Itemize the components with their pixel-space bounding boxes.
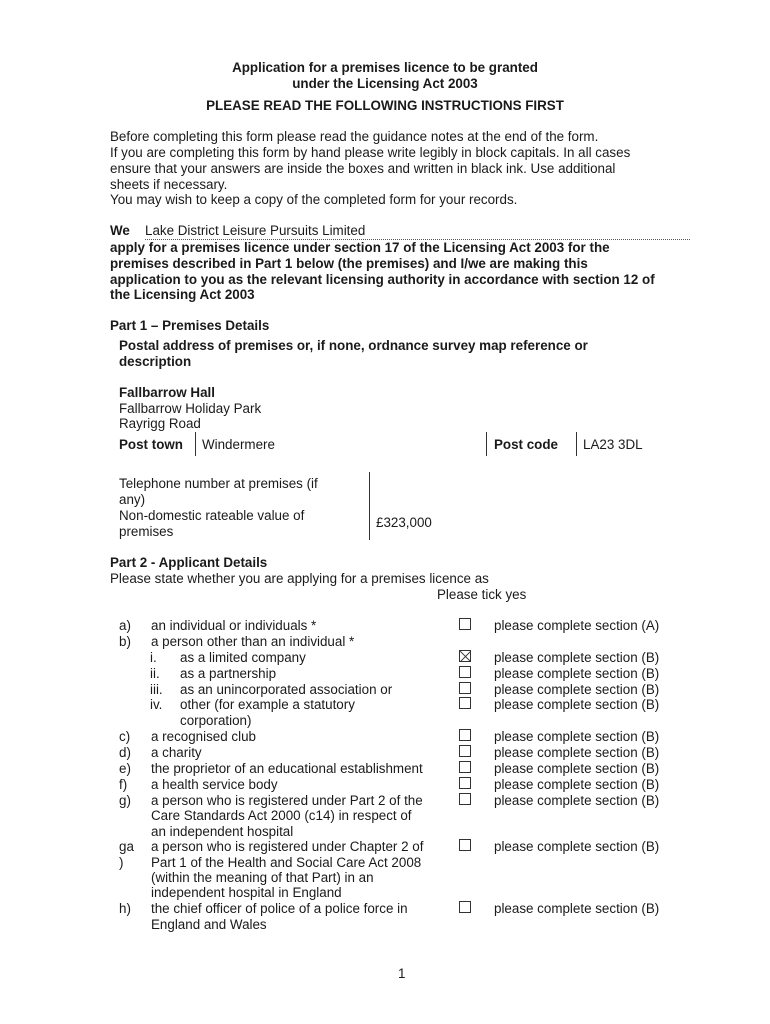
item-bii-label: ii. (150, 666, 160, 681)
rateable-value-field[interactable]: £323,000 (376, 515, 432, 530)
intro-line-3: ensure that your answers are inside the boxes and written in black ink. Use additional (110, 161, 616, 176)
item-bii-action: please complete section (B) (494, 666, 660, 681)
item-ga-text-3: (within the meaning of that Part) in an (151, 870, 374, 885)
item-biii-text: as an unincorporated association or (180, 682, 393, 697)
post-code-divider-left (486, 432, 487, 456)
post-code-label: Post code (494, 437, 558, 452)
item-bi-action: please complete section (B) (494, 650, 660, 665)
item-biv-text-1: other (for example a statutory (180, 697, 355, 712)
rateable-label-2: premises (119, 524, 174, 539)
item-g-text-1: a person who is registered under Part 2 of the (151, 793, 423, 808)
item-bi-text: as a limited company (180, 650, 306, 665)
item-biv-checkbox[interactable] (459, 697, 471, 709)
intro-line-4: sheets if necessary. (110, 177, 228, 192)
statement-line-2: premises described in Part 1 below (the premises) and I/we are making this (110, 256, 588, 271)
item-e-label: e) (119, 761, 131, 776)
item-ga-checkbox[interactable] (459, 839, 471, 851)
telephone-label-2: any) (119, 492, 146, 507)
item-c-action: please complete section (B) (494, 729, 660, 744)
item-h-label: h) (119, 901, 131, 916)
item-a-text: an individual or individuals * (151, 618, 317, 633)
item-g-checkbox[interactable] (459, 793, 471, 805)
item-bi-checkbox-checked[interactable] (459, 650, 471, 662)
item-biii-checkbox[interactable] (459, 682, 471, 694)
item-d-checkbox[interactable] (459, 745, 471, 757)
tick-header: Please tick yes (437, 587, 527, 602)
item-ga-label-1: ga (119, 839, 134, 854)
item-e-checkbox[interactable] (459, 761, 471, 773)
item-e-action: please complete section (B) (494, 761, 660, 776)
item-ga-action: please complete section (B) (494, 839, 660, 854)
post-town-label: Post town (119, 437, 183, 452)
item-biii-action: please complete section (B) (494, 682, 660, 697)
item-biv-action: please complete section (B) (494, 697, 660, 712)
item-a-checkbox[interactable] (459, 618, 471, 630)
form-title-line2: under the Licensing Act 2003 (292, 76, 478, 91)
intro-line-1: Before completing this form please read the guidance notes at the end of the form. (110, 129, 599, 144)
item-a-action: please complete section (A) (494, 618, 660, 633)
post-town-field[interactable]: Windermere (202, 437, 275, 452)
item-g-label: g) (119, 793, 131, 808)
statement-line-4: the Licensing Act 2003 (110, 287, 255, 302)
item-h-action: please complete section (B) (494, 901, 660, 916)
intro-line-2: If you are completing this form by hand please write legibly in block capitals. In all cases (110, 145, 631, 160)
item-f-label: f) (119, 777, 128, 792)
item-bi-label: i. (150, 650, 157, 665)
item-e-text: the proprietor of an educational establishment (151, 761, 423, 776)
item-g-text-2: Care Standards Act 2000 (c14) in respect of (151, 808, 412, 823)
item-biii-label: iii. (150, 682, 163, 697)
item-biv-text-2: corporation) (180, 713, 252, 728)
item-bii-text: as a partnership (180, 666, 277, 681)
item-f-checkbox[interactable] (459, 777, 471, 789)
applicant-name-field[interactable]: Lake District Leisure Pursuits Limited (145, 223, 690, 240)
page-number: 1 (398, 966, 406, 981)
address-label-1: Postal address of premises or, if none, ordnance survey map reference or (119, 338, 588, 353)
item-d-action: please complete section (B) (494, 745, 660, 760)
statement-line-3: application to you as the relevant licensing authority in accordance with section 12 of (110, 272, 655, 287)
item-g-text-3: an independent hospital (151, 824, 294, 839)
we-label: We (110, 223, 130, 238)
item-d-text: a charity (151, 745, 202, 760)
telephone-label-1: Telephone number at premises (if (119, 476, 318, 491)
item-ga-text-2: Part 1 of the Health and Social Care Act 2008 (151, 855, 422, 870)
address-line-1[interactable]: Fallbarrow Hall (119, 385, 215, 400)
item-ga-text-4: independent hospital in England (151, 885, 342, 900)
item-c-checkbox[interactable] (459, 729, 471, 741)
item-a-label: a) (119, 618, 131, 633)
form-title-line1: Application for a premises licence to be granted (232, 60, 538, 75)
item-d-label: d) (119, 745, 131, 760)
address-line-2[interactable]: Fallbarrow Holiday Park (119, 401, 262, 416)
post-code-divider (576, 432, 577, 456)
item-h-checkbox[interactable] (459, 901, 471, 913)
statement-line-1: apply for a premises licence under section 17 of the Licensing Act 2003 for the (110, 240, 610, 255)
item-b-label: b) (119, 634, 131, 649)
address-label-2: description (119, 354, 192, 369)
item-b-text: a person other than an individual * (151, 634, 355, 649)
item-bii-checkbox[interactable] (459, 666, 471, 678)
post-code-field[interactable]: LA23 3DL (583, 437, 643, 452)
telephone-rateable-divider (369, 472, 370, 540)
item-f-action: please complete section (B) (494, 777, 660, 792)
item-ga-text-1: a person who is registered under Chapter 2 of (151, 839, 424, 854)
rateable-label-1: Non-domestic rateable value of (119, 508, 305, 523)
item-f-text: a health service body (151, 777, 278, 792)
part2-heading: Part 2 - Applicant Details (110, 555, 268, 570)
item-h-text-2: England and Wales (151, 917, 267, 932)
item-biv-label: iv. (150, 697, 163, 712)
part2-question: Please state whether you are applying for a premises licence as (110, 571, 489, 586)
intro-line-5: You may wish to keep a copy of the completed form for your records. (110, 192, 518, 207)
address-line-3[interactable]: Rayrigg Road (119, 416, 201, 431)
item-c-text: a recognised club (151, 729, 256, 744)
post-town-divider (195, 432, 196, 456)
item-c-label: c) (119, 729, 131, 744)
item-g-action: please complete section (B) (494, 793, 660, 808)
instructions-heading: PLEASE READ THE FOLLOWING INSTRUCTIONS FIRST (206, 98, 564, 113)
part1-heading: Part 1 – Premises Details (110, 318, 270, 333)
item-h-text-1: the chief officer of police of a police force in (151, 901, 408, 916)
item-ga-label-2: ) (119, 855, 124, 870)
